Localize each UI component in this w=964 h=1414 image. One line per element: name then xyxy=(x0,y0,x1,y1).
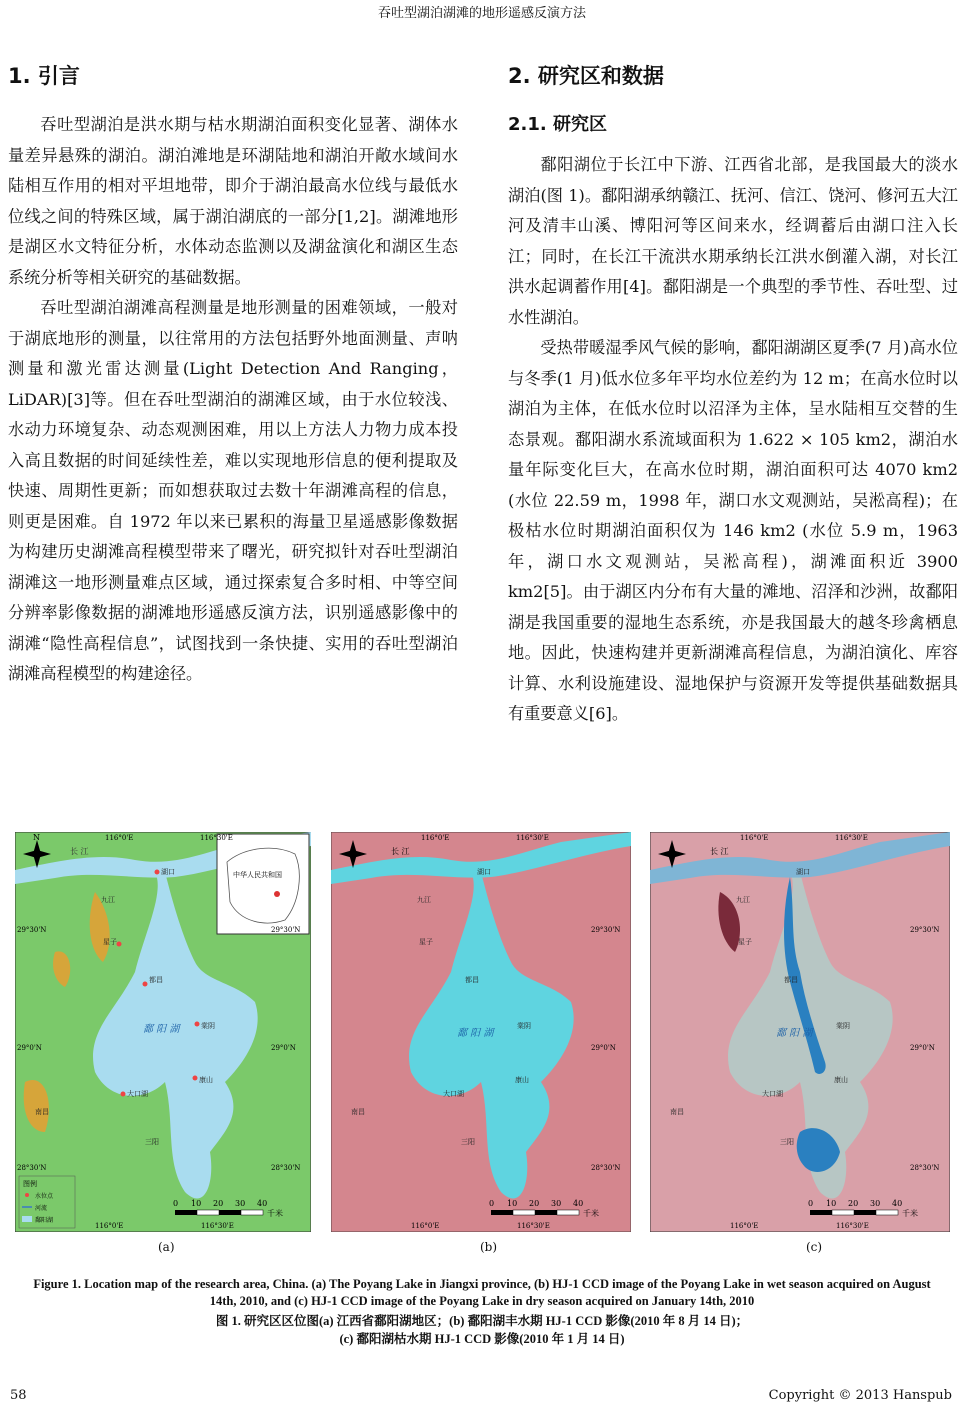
map-a-coord-left-3: 28°30'N xyxy=(17,1164,47,1172)
map-a xyxy=(15,832,311,1232)
map-c-city-duchang: 都昌 xyxy=(784,976,798,984)
figure-caption-cn-2: (c) 鄱阳湖枯水期 HJ-1 CCD 影像(2010 年 1 月 14 日) xyxy=(339,1332,625,1346)
map-a-coord-right-2: 29°0'N xyxy=(271,1044,296,1052)
section-heading-study-area: 2. 研究区和数据 xyxy=(508,64,664,88)
map-a-scale-bar xyxy=(175,1210,263,1215)
map-c-city-jiujiang: 九江 xyxy=(736,896,750,904)
map-c-city-xingzi: 星子 xyxy=(738,938,752,946)
map-b-city-nanchang: 南昌 xyxy=(351,1108,365,1116)
map-c-coord-bottom-1: 116°0'E xyxy=(730,1222,759,1230)
map-c-scale-40: 40 xyxy=(892,1199,903,1208)
map-b-coord-bottom-1: 116°0'E xyxy=(411,1222,440,1230)
map-c-city-kangshan: 康山 xyxy=(834,1076,848,1084)
map-c-city-hukou: 湖口 xyxy=(796,868,810,876)
map-b-city-hukou: 湖口 xyxy=(477,868,491,876)
map-c-coord-right-3: 28°30'N xyxy=(910,1164,940,1172)
map-c-coord-right-1: 29°30'N xyxy=(910,926,940,934)
map-b-city-tangyin: 棠阴 xyxy=(517,1022,531,1030)
intro-paragraph-1: 吞吐型湖泊是洪水期与枯水期湖泊面积变化显著、湖体水量差异悬殊的湖泊。湖泊滩地是环湖陆地和湖泊开敞水域间水陆相互作用的相对平坦地带，即介于湖泊最高水位线与最低水位线之间的特殊区域，属于湖泊湖底的一部分[1,2]。湖滩地形是湖区水文特征分析，水体动态监测以及湖盆演化和湖区生态系统分析等相关研究的基础数据。 xyxy=(8,115,458,287)
map-a-scale-0: 0 xyxy=(173,1199,179,1208)
map-a-coord-left-1: 29°30'N xyxy=(17,926,47,934)
figure-panel-c xyxy=(650,832,950,1232)
map-a-city-tangyin: 棠阴 xyxy=(201,1022,215,1030)
map-c-city-nanchang: 南昌 xyxy=(670,1108,684,1116)
map-c-coord-right-2: 29°0'N xyxy=(910,1044,935,1052)
panel-label-c: (c) xyxy=(806,1240,823,1254)
figure-caption-cn-1: 图 1. 研究区区位图(a) 江西省鄱阳湖地区；(b) 鄱阳湖丰水期 HJ-1 CCD 影像(2010 年 8 月 14 日)； xyxy=(215,1314,749,1328)
figure-panel-a xyxy=(15,832,311,1232)
study-paragraph-1: 鄱阳湖位于长江中下游、江西省北部，是我国最大的淡水湖泊(图 1)。鄱阳湖承纳赣江、抚河、信江、饶河、修河五大江河及清丰山溪、博阳河等区间来水，经调蓄后由湖口注入长江；同时，在长江干流洪水期承纳长江洪水倒灌入湖，对长江洪水起调蓄作用[4]。鄱阳湖是一个典型的季节性、吞吐型、过水性湖泊。 xyxy=(508,155,958,327)
map-a-city-kangshan: 康山 xyxy=(199,1076,213,1084)
map-b-scale-10: 10 xyxy=(507,1199,518,1208)
map-a-lake-name: 鄱 阳 湖 xyxy=(143,1024,180,1035)
map-c-city-dakouhu: 大口湖 xyxy=(762,1090,783,1098)
map-a-city-dot xyxy=(195,1022,200,1027)
map-a-inset-marker xyxy=(274,891,280,897)
figure-caption-en: Figure 1. Location map of the research area, China. (a) The Poyang Lake in Jiangxi province, (b) HJ-1 CCD image of the Poyang Lake in wet season acquired on August 14th, 2010, and (c) HJ-1 CCD image of the Poyang Lake in dry season acquired on January 14th, 2010 xyxy=(33,1277,931,1308)
map-c-coord-top-2: 116°30'E xyxy=(835,834,868,842)
map-c-scale-bar xyxy=(810,1210,898,1215)
study-paragraph-2: 受热带暖湿季风气候的影响，鄱阳湖湖区夏季(7 月)高水位与冬季(1 月)低水位多年平均水位差约为 12 m；在高水位时以湖泊为主体，在低水位时以沼泽为主体，呈水陆相互交替的生态景观。鄱阳湖水系流域面积为 1.622 × 105 km2，湖泊水量年际变化巨大，在高水位时期，湖泊面积可达 4070 km2 (水位 22.59 m，1998 年，湖口水文观测站，吴淞高程)；在极枯水位时期湖泊面积仅为 146 km2 (水位 5.9 m，1963 年，湖口水文观测站，吴淞高程)，湖滩面积近 3900 km2[5]。由于湖区内分布有大量的滩地、沼泽和沙洲，故鄱阳湖是我国重要的湿地生态系统，亦是我国最大的越冬珍禽栖息地。因此，快速构建并更新湖滩高程信息，为湖泊演化、库容计算、水利设施建设、湿地保护与资源开发等提供基础数据具有重要意义[6]。 xyxy=(508,338,958,723)
panel-label-b: (b) xyxy=(480,1240,498,1254)
map-b-city-kangshan: 康山 xyxy=(515,1076,529,1084)
map-a-coord-left-2: 29°0'N xyxy=(17,1044,42,1052)
map-b-scale-40: 40 xyxy=(573,1199,584,1208)
map-c-scale-20: 20 xyxy=(848,1199,859,1208)
map-b-coord-bottom-2: 116°30'E xyxy=(517,1222,550,1230)
map-c-scale-0: 0 xyxy=(808,1199,814,1208)
map-c-city-tangyin: 棠阴 xyxy=(836,1022,850,1030)
page-number: 58 xyxy=(10,1388,27,1403)
intro-paragraph-2: 吞吐型湖泊湖滩高程测量是地形测量的困难领域，一般对于湖底地形的测量，以往常用的方法包括野外地面测量、声呐测量和激光雷达测量(Light Detection And Ranging，LiDAR)[3]等。但在吞吐型湖泊的湖滩区域，由于水位较浅、水动力环境复杂、动态观测困难，用以上方法人力物力成本投入高且数据的时间延续性差，难以实现地形信息的便利提取及快速、周期性更新；而如想获取过去数十年湖滩高程的信息，则更是困难。自 1972 年以来已累积的海量卫星遥感影像数据为构建历史湖滩高程模型带来了曙光，研究拟针对吞吐型湖泊湖滩这一地形测量难点区域，通过探索复合多时相、中等空间分辨率影像数据的湖滩地形遥感反演方法，识别遥感影像中的湖滩“隐性高程信息”，试图找到一条快捷、实用的吞吐型湖泊湖滩高程模型的构建途径。 xyxy=(8,298,458,683)
map-a-coord-top-2: 116°30'E xyxy=(200,834,233,842)
map-a-inset-label: 中华人民共和国 xyxy=(233,871,282,879)
map-a-city-nanchang: 南昌 xyxy=(35,1108,49,1116)
map-a-city-xingzi: 星子 xyxy=(103,938,117,946)
map-a-scale-40: 40 xyxy=(257,1199,268,1208)
map-c-lake-name: 鄱 阳 湖 xyxy=(776,1028,813,1039)
map-a-legend-title: 图例 xyxy=(23,1180,37,1188)
left-column xyxy=(8,60,458,690)
map-b-scale-30: 30 xyxy=(551,1199,562,1208)
map-b-coord-top-1: 116°0'E xyxy=(421,834,450,842)
map-a-city-dot xyxy=(143,982,148,987)
map-a-city-dot xyxy=(121,1092,126,1097)
map-a-city-duchang: 都昌 xyxy=(149,976,163,984)
map-a-coord-bottom-1: 116°0'E xyxy=(95,1222,124,1230)
map-b-scale-bar xyxy=(491,1210,579,1215)
figure-panel-b xyxy=(331,832,631,1232)
map-b-scale-0: 0 xyxy=(489,1199,495,1208)
map-a-legend-item-3: 鄱阳湖 xyxy=(35,1217,54,1224)
map-b-city-jiujiang: 九江 xyxy=(417,896,431,904)
map-a-scale-20: 20 xyxy=(213,1199,224,1208)
map-c xyxy=(650,832,950,1232)
map-a-legend-dot-icon xyxy=(25,1193,29,1197)
map-b-coord-right-1: 29°30'N xyxy=(591,926,621,934)
map-a-coord-right-3: 28°30'N xyxy=(271,1164,301,1172)
map-b-river-label: 长 江 xyxy=(391,847,410,856)
panel-label-a: (a) xyxy=(158,1240,175,1254)
map-a-city-dakouhu: 大口湖 xyxy=(127,1090,148,1098)
map-a-city-dot xyxy=(117,942,122,947)
map-c-city-sanyang: 三阳 xyxy=(780,1138,794,1146)
subsection-heading-study-area: 2.1. 研究区 xyxy=(508,114,607,135)
map-a-coord-right-1: 29°30'N xyxy=(271,926,301,934)
map-c-scale-10: 10 xyxy=(826,1199,837,1208)
map-b-city-sanyang: 三阳 xyxy=(461,1138,475,1146)
map-a-legend-item-1: 水位点 xyxy=(35,1193,54,1200)
map-b-lake-name: 鄱 阳 湖 xyxy=(457,1028,494,1039)
map-a-city-dot xyxy=(155,870,160,875)
map-b-city-xingzi: 星子 xyxy=(419,938,433,946)
map-b-scale-unit: 千米 xyxy=(583,1209,599,1218)
map-a-legend-lake-icon xyxy=(22,1216,32,1222)
map-c-scale-unit: 千米 xyxy=(902,1209,918,1218)
map-a-scale-unit: 千米 xyxy=(267,1209,283,1218)
map-a-river-label: 长 江 xyxy=(70,847,89,856)
map-b-coord-right-3: 28°30'N xyxy=(591,1164,621,1172)
running-head: 吞吐型湖泊湖滩的地形遥感反演方法 xyxy=(377,6,586,21)
map-c-coord-top-1: 116°0'E xyxy=(740,834,769,842)
map-b-city-dakouhu: 大口湖 xyxy=(443,1090,464,1098)
map-a-inset xyxy=(217,834,309,934)
map-a-coord-top-1: 116°0'E xyxy=(105,834,134,842)
map-b-city-duchang: 都昌 xyxy=(465,976,479,984)
map-b xyxy=(331,832,631,1232)
map-b-coord-top-2: 116°30'E xyxy=(516,834,549,842)
map-b-scale-20: 20 xyxy=(529,1199,540,1208)
map-a-scale-30: 30 xyxy=(235,1199,246,1208)
map-a-legend-item-2: 河流 xyxy=(35,1205,48,1212)
map-b-coord-right-2: 29°0'N xyxy=(591,1044,616,1052)
map-c-coord-bottom-2: 116°30'E xyxy=(836,1222,869,1230)
section-heading-introduction: 1. 引言 xyxy=(8,64,80,88)
map-a-city-dot xyxy=(193,1076,198,1081)
map-a-north-label: N xyxy=(33,833,40,842)
map-c-scale-30: 30 xyxy=(870,1199,881,1208)
right-column xyxy=(508,60,958,730)
map-a-coord-bottom-2: 116°30'E xyxy=(201,1222,234,1230)
copyright-notice: Copyright © 2013 Hanspub xyxy=(768,1388,952,1403)
map-a-city-jiujiang: 九江 xyxy=(101,896,115,904)
map-a-scale-10: 10 xyxy=(191,1199,202,1208)
map-c-river-label: 长 江 xyxy=(710,847,729,856)
map-a-city-hukou: 湖口 xyxy=(161,868,175,876)
map-a-city-sanyang: 三阳 xyxy=(145,1138,159,1146)
